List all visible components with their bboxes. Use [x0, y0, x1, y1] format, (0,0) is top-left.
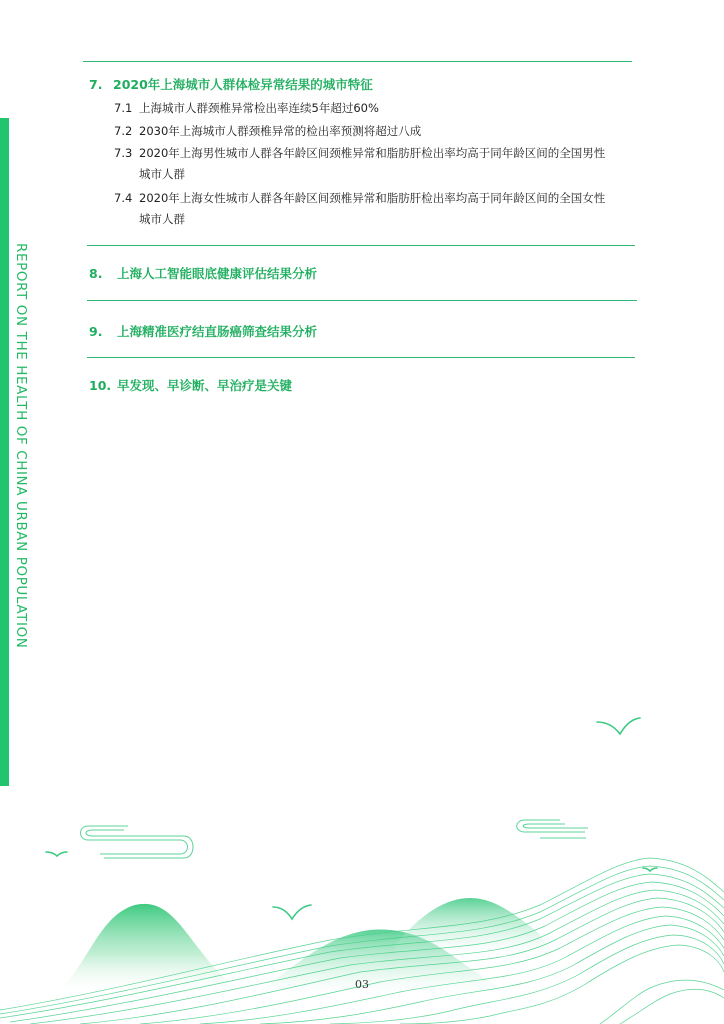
item-number: 7.1 [114, 101, 133, 115]
divider-top [83, 61, 632, 62]
section-number: 8. [89, 266, 103, 281]
item-title: 2030年上海城市人群颈椎异常的检出率预测将超过八成 [139, 124, 422, 138]
cloud-icon [523, 824, 588, 828]
section-title: 上海精准医疗结直肠癌筛查结果分析 [117, 324, 318, 339]
divider [87, 300, 637, 301]
toc-section-10[interactable] [89, 376, 292, 394]
item-number: 7.3 [114, 146, 133, 160]
sidebar-accent-bar [0, 118, 9, 786]
page-number: 03 [355, 978, 369, 991]
toc-section-8[interactable] [89, 264, 317, 282]
section-title: 早发现、早诊断、早治疗是关键 [117, 378, 293, 393]
item-number: 7.2 [114, 124, 133, 138]
bird-icon [643, 868, 657, 871]
toc-item-7-4[interactable] [114, 190, 606, 226]
item-title: 2020年上海男性城市人群各年龄区间颈椎异常和脂肪肝检出率均高于同年龄区间的全国男性 [139, 146, 606, 160]
toc-section-9[interactable] [89, 322, 317, 340]
section-title: 上海人工智能眼底健康评估结果分析 [117, 266, 318, 281]
section-title: 2020年上海城市人群体检异常结果的城市特征 [113, 77, 373, 92]
sidebar-report-title: REPORT ON THE HEALTH OF CHINA URBAN POPULATION [13, 243, 29, 649]
divider [87, 357, 635, 358]
section-number: 10. [89, 378, 112, 393]
toc-item-7-3[interactable] [114, 145, 606, 181]
toc-item-7-1[interactable] [114, 100, 379, 116]
item-title: 上海城市人群颈椎异常检出率连续5年超过60% [139, 101, 379, 115]
cloud-icon [517, 820, 585, 832]
item-title-continued: 城市人群 [139, 212, 185, 226]
item-title-continued: 城市人群 [139, 167, 185, 181]
toc-item-7-2[interactable] [114, 123, 421, 139]
bird-icon [597, 718, 640, 734]
toc-section-7[interactable] [89, 75, 373, 93]
item-number: 7.4 [114, 191, 133, 205]
item-title: 2020年上海女性城市人群各年龄区间颈椎异常和脂肪肝检出率均高于同年龄区间的全国女性 [139, 191, 606, 205]
bird-icon [46, 852, 67, 856]
section-number: 7. [89, 77, 103, 92]
divider [87, 245, 635, 246]
bird-icon [273, 905, 311, 919]
section-number: 9. [89, 324, 103, 339]
